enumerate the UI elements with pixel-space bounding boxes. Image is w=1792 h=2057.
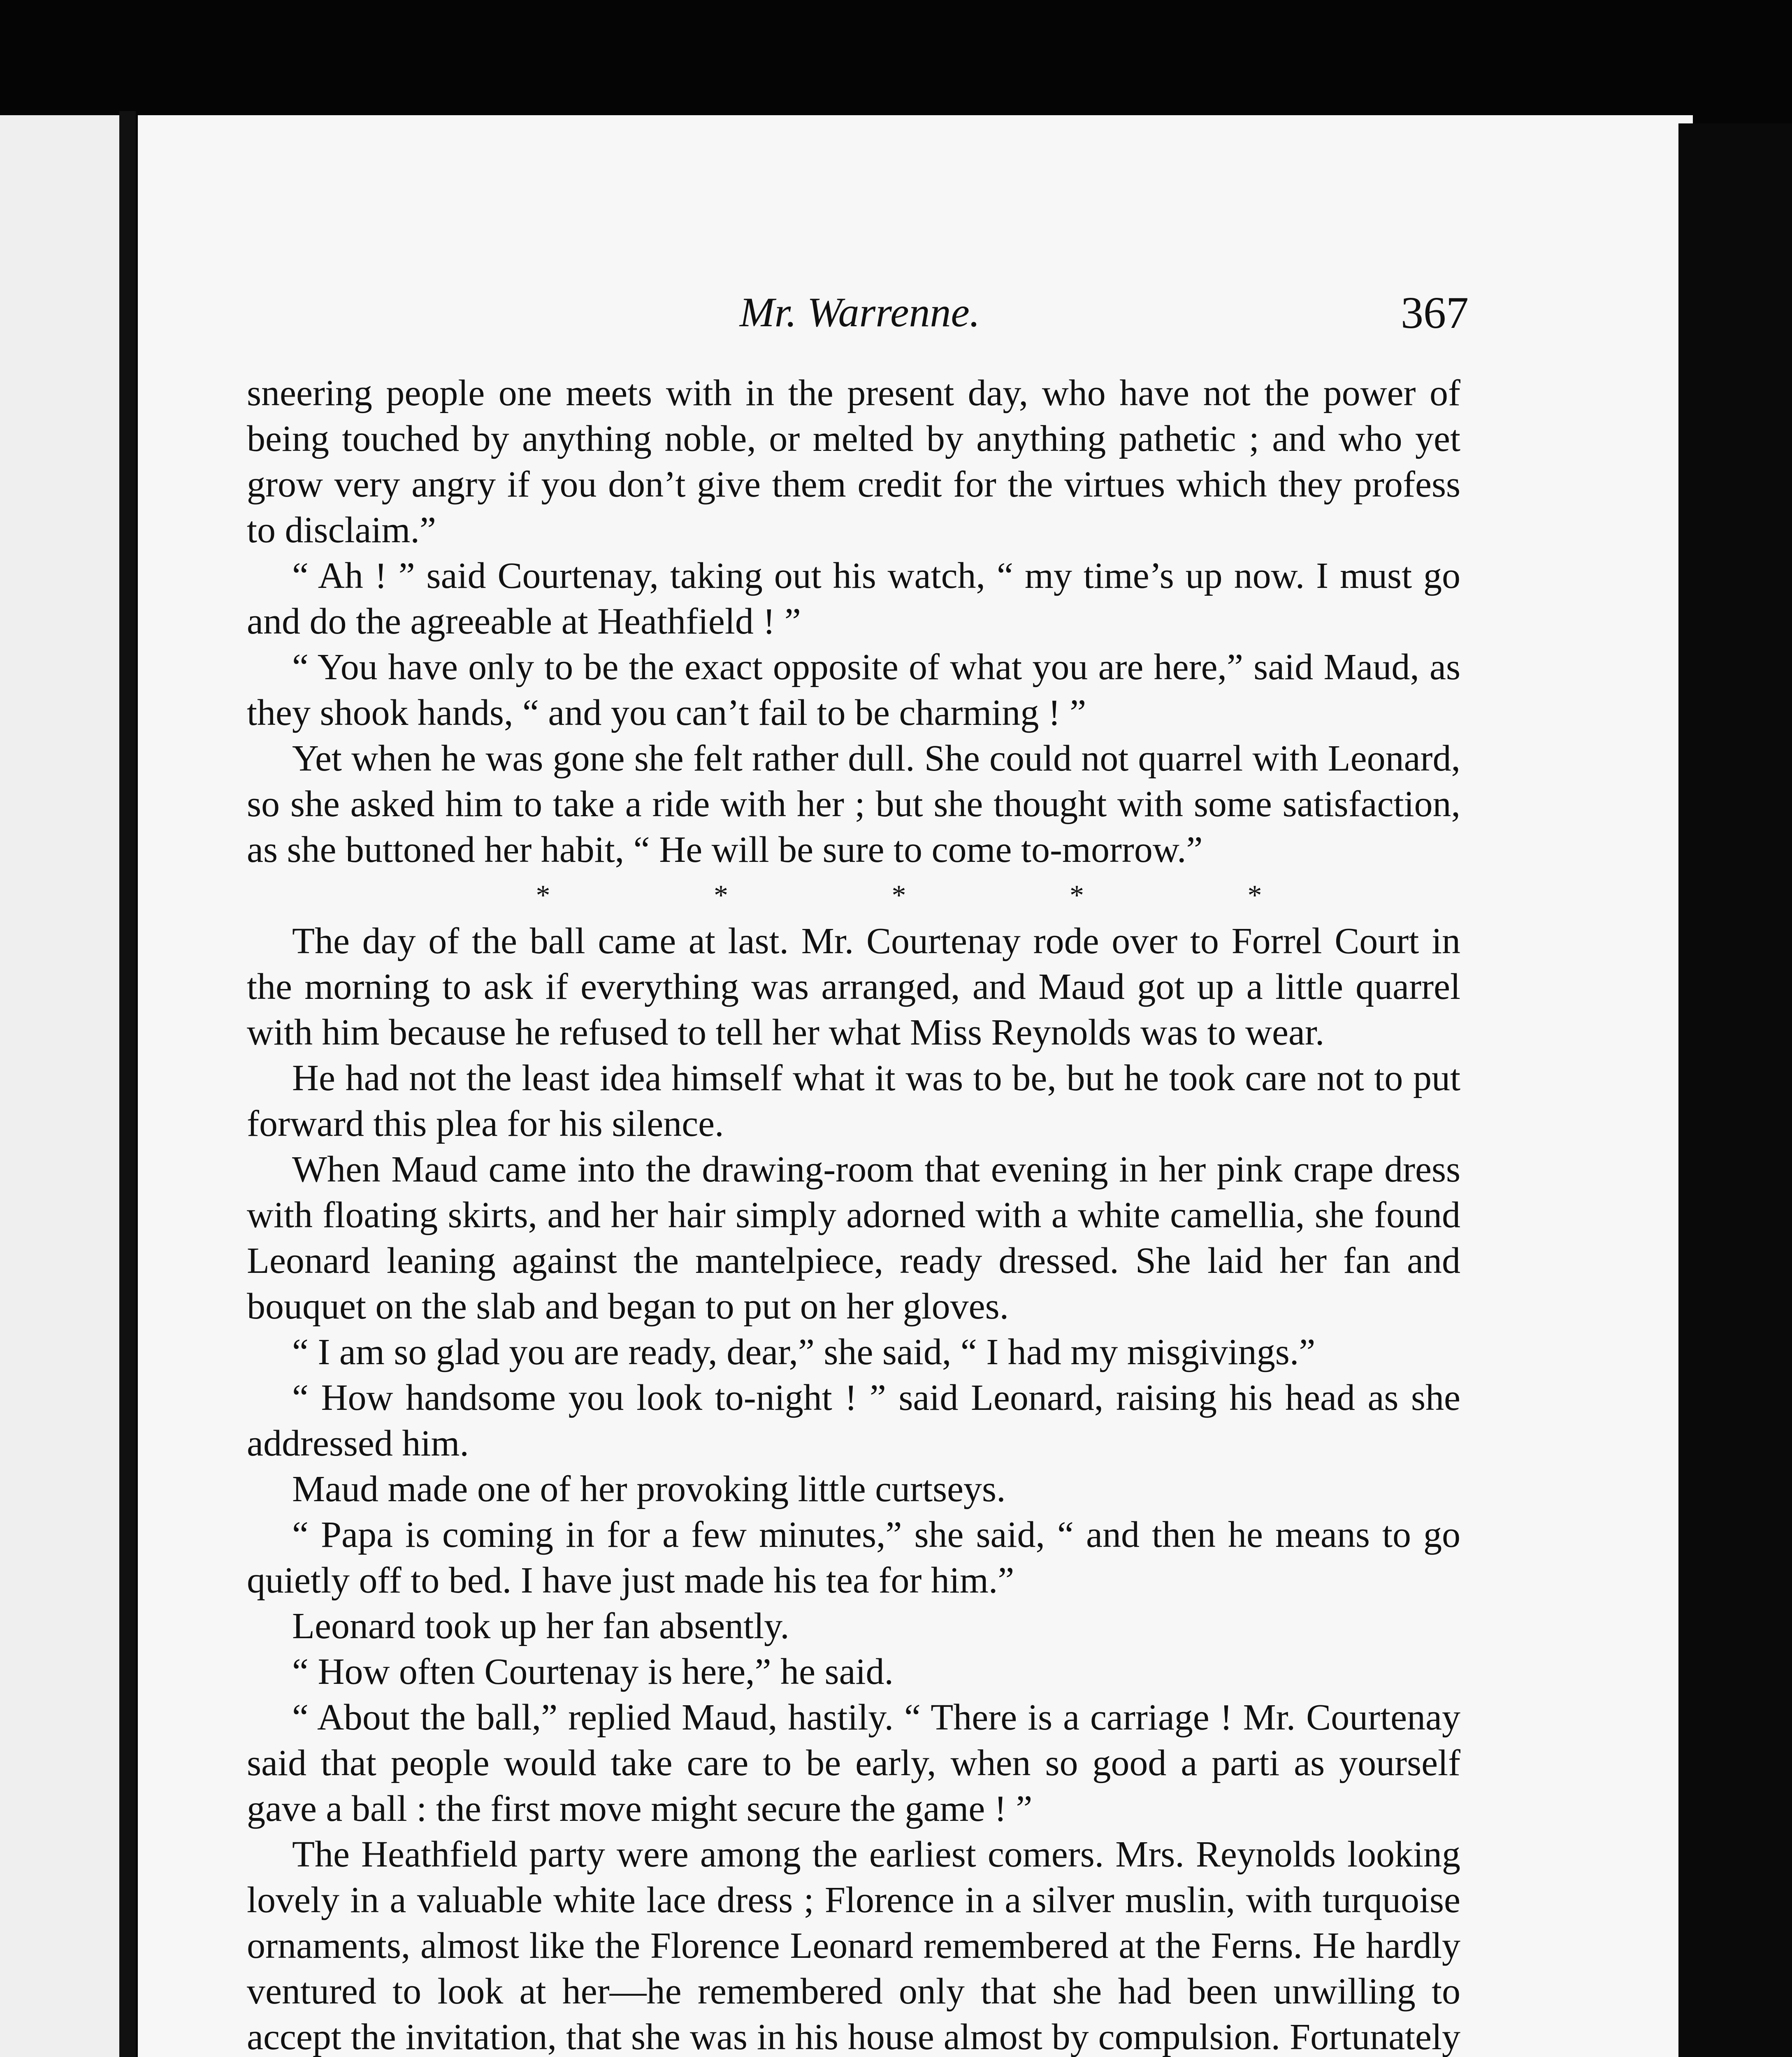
paragraph: “ How handsome you look to-night ! ” said Leonard, raising his head as she addressed him. [247,1377,1460,1464]
paragraph: “ I am so glad you are ready, dear,” she said, “ I had my misgivings.” [292,1332,1316,1372]
paragraph: The Heathfield party were among the earliest comers. Mrs. Reynolds looking lovely in a valuable white lace dress ; Florence in a silver muslin, with turquoise ornaments, almost like the Florence Leonard remembered at the Ferns. He hardly ventured to look at her—he remembered only that she had been unwilling to accept the invitation, that she was in his house almost by compulsion. Fortunately [247,1834,1460,2057]
paragraph: Leonard took up her fan absently. [292,1606,789,1646]
paragraph: He had not the least idea himself what it was to be, but he took care not to put forward this plea for his silence. [247,1058,1460,1144]
paragraph: “ How often Courtenay is here,” he said. [292,1651,894,1692]
paragraph: The day of the ball came at last. Mr. Courtenay rode over to Forrel Court in the morning to ask if everything was arranged, and Maud got up a little quarrel with him because he refused to tell her what Miss Reynolds was to wear. [247,921,1460,1053]
paragraph: “ Papa is coming in for a few minutes,” she said, “ and then he means to go quietly off to bed. I have just made his tea for him.” [247,1514,1460,1601]
paragraph: Maud made one of her provoking little curtseys. [292,1469,1006,1509]
section-break: * * * * * [536,880,1262,911]
body-text [247,370,1460,2057]
page-header [255,284,1469,354]
right-gutter [1678,123,1792,2057]
previous-page-edge [0,115,119,2057]
page-number: 367 [1401,288,1469,338]
paragraph: “ About the ball,” replied Maud, hastily. “ There is a carriage ! Mr. Courtenay said that people would take care to be early, when so good a parti as yourself gave a ball : the first move might secure the game ! ” [247,1697,1460,1829]
paragraph: When Maud came into the drawing-room that evening in her pink crape dress with floating skirts, and her hair simply adorned with a white camellia, she found Leonard leaning against the mantelpiece, ready dressed. She laid her fan and bouquet on the slab and began to put on her gloves. [247,1149,1460,1327]
left-gutter [119,111,136,2057]
running-title: Mr. Warrenne. [739,289,980,336]
paragraph: sneering people one meets with in the present day, who have not the power of being touched by anything noble, or melted by anything pathetic ; and who yet grow very angry if you don’t give them credit for the virtues which they profess to disclaim.” [247,373,1460,550]
paragraph: Yet when he was gone she felt rather dull. She could not quarrel with Leonard, so she asked him to take a ride with her ; but she thought with some satisfaction, as she buttoned her habit, “ He will be sure to come to-morrow.” [247,738,1460,870]
paragraph: “ You have only to be the exact opposite of what you are here,” said Maud, as they shook hands, “ and you can’t fail to be charming ! ” [247,647,1460,733]
paragraph: “ Ah ! ” said Courtenay, taking out his watch, “ my time’s up now. I must go and do the agreeable at Heathfield ! ” [247,555,1460,642]
